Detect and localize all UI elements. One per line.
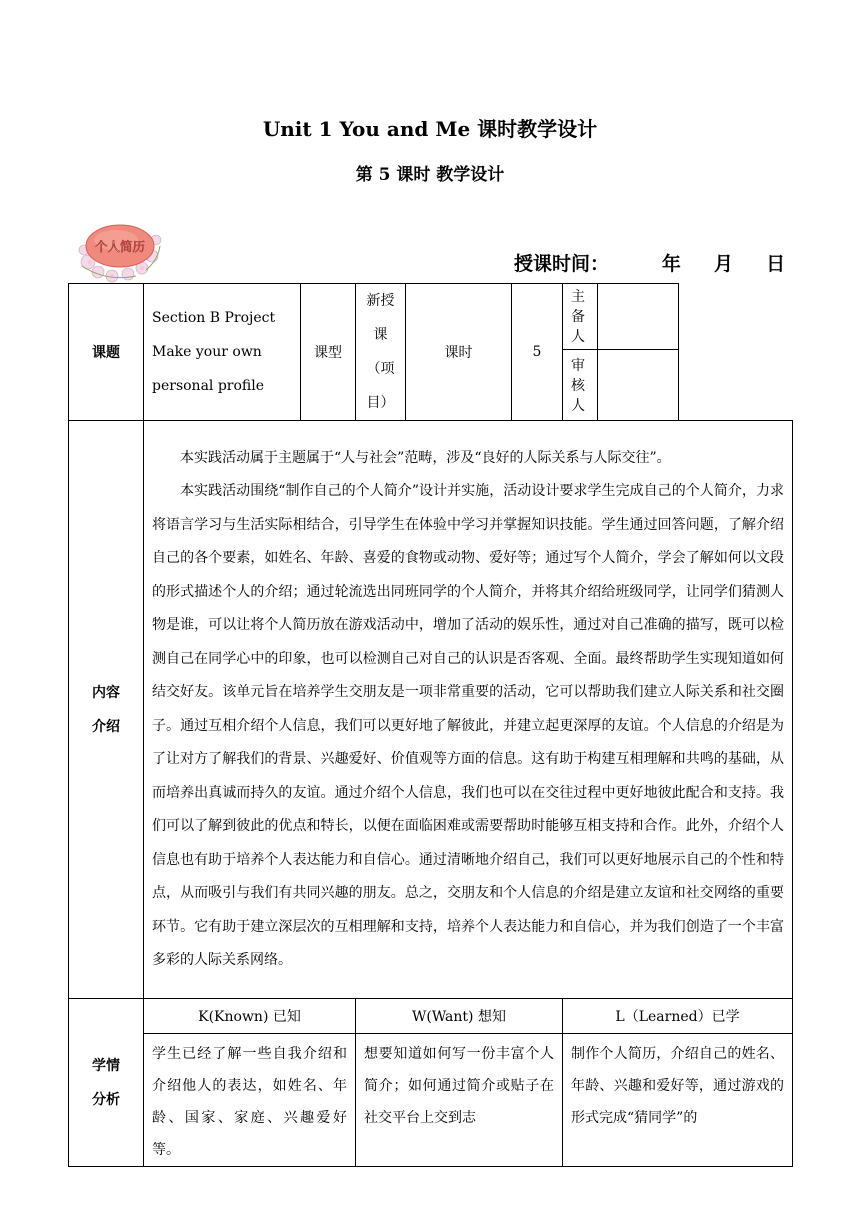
kwl-known-text: 学生已经了解一些自我介绍和介绍他人的表达，如姓名、年龄、国家、家庭、兴趣爱好等。	[144, 1034, 356, 1167]
topic-value	[144, 284, 301, 421]
preparer-label: 主备人	[563, 284, 598, 350]
topic-line: Section B Project	[152, 310, 276, 326]
class-hours-value: 5	[512, 284, 563, 421]
kwl-known-header: K(Known) 已知	[144, 999, 356, 1034]
class-date-label: 授课时间： 年 月 日	[514, 253, 786, 275]
lesson-type-value	[356, 284, 406, 421]
kwl-learned-header: L（Learned）已学	[563, 999, 793, 1034]
content-intro-text	[144, 421, 793, 999]
learner-analysis-label	[69, 999, 144, 1167]
content-intro-label-line: 内容	[92, 684, 120, 701]
content-intro-label-line: 介绍	[92, 718, 120, 735]
lesson-plan-table	[68, 283, 793, 1167]
lesson-type-label: 课型	[301, 284, 356, 421]
content-intro-paragraph: 本实践活动属于主题属于“人与社会”范畴，涉及“良好的人际关系与人际交往”。	[180, 449, 671, 466]
content-intro-label	[69, 421, 144, 999]
reviewer-value	[598, 349, 679, 420]
content-intro-paragraph: 本实践活动围绕“制作自己的个人简介”设计并实施，活动设计要求学生完成自己的个人简介，力求将语言学习与生活实际相结合，引导学生在体验中学习并掌握知识技能。学生通过回答问题，了解介绍自己的各个要素，如姓名、年龄、喜爱的食物或动物、爱好等；通过写个人简介，学会了解如何以文段的形式描述个人的介绍；通过轮流选出同班同学的个人简介，并将其介绍给班级同学，让同学们猜测人物是谁，可以让将个人简历放在游戏活动中，增加了活动的娱乐性，通过对自己准确的描写，既可以检测自己在同学心中的印象，也可以检测自己对自己的认识是否客观、全面。最终帮助学生实现知道如何结交好友。该单元旨在培养学生交朋友是一项非常重要的活动，它可以帮助我们建立人际关系和社交圈子。通过互相介绍个人信息，我们可以更好地了解彼此，并建立起更深厚的友谊。个人信息的介绍是为了让对方了解我们的背景、兴趣爱好、价值观等方面的信息。这有助于构建互相理解和共鸣的基础，从而培养出真诚而持久的友谊。通过介绍个人信息，我们也可以在交往过程中更好地彼此配合和支持。我们可以了解到彼此的优点和特长，以便在面临困难或需要帮助时能够互相支持和合作。此外，介绍个人信息也有助于培养个人表达能力和自信心。通过清晰地介绍自己，我们可以更好地展示自己的个性和特点，从而吸引与我们有共同兴趣的朋友。总之，交朋友和个人信息的介绍是建立友谊和社交网络的重要环节。它有助于建立深层次的互相理解和支持，培养个人表达能力和自信心，并为我们创造了一个丰富多彩的人际关系网络。	[152, 483, 784, 968]
kwl-want-header: W(Want) 想知	[356, 999, 563, 1034]
topic-label: 课题	[69, 284, 144, 421]
learner-analysis-label-line: 分析	[92, 1091, 120, 1108]
page-title: Unit 1 You and Me 课时教学设计	[262, 117, 598, 141]
lesson-type-line: （项目）	[366, 361, 395, 411]
kwl-want-text: 想要知道如何写一份丰富个人简介；如何通过简介或贴子在社交平台上交到志	[356, 1034, 563, 1167]
topic-line: personal profile	[152, 378, 265, 394]
kwl-learned-text: 制作个人简历，介绍自己的姓名、年龄、兴趣和爱好等，通过游戏的形式完成“猜同学”的	[563, 1034, 793, 1167]
badge-text: 个人简历	[94, 239, 146, 254]
page-subtitle: 第 5 课时 教学设计	[355, 165, 505, 185]
learner-analysis-label-line: 学情	[92, 1057, 120, 1074]
preparer-value	[598, 284, 679, 350]
reviewer-label: 审核人	[563, 349, 598, 420]
topic-line: Make your own	[152, 344, 262, 360]
class-hours-label: 课时	[406, 284, 512, 421]
profile-badge-icon	[76, 210, 164, 284]
lesson-type-line: 新授课	[366, 293, 395, 343]
